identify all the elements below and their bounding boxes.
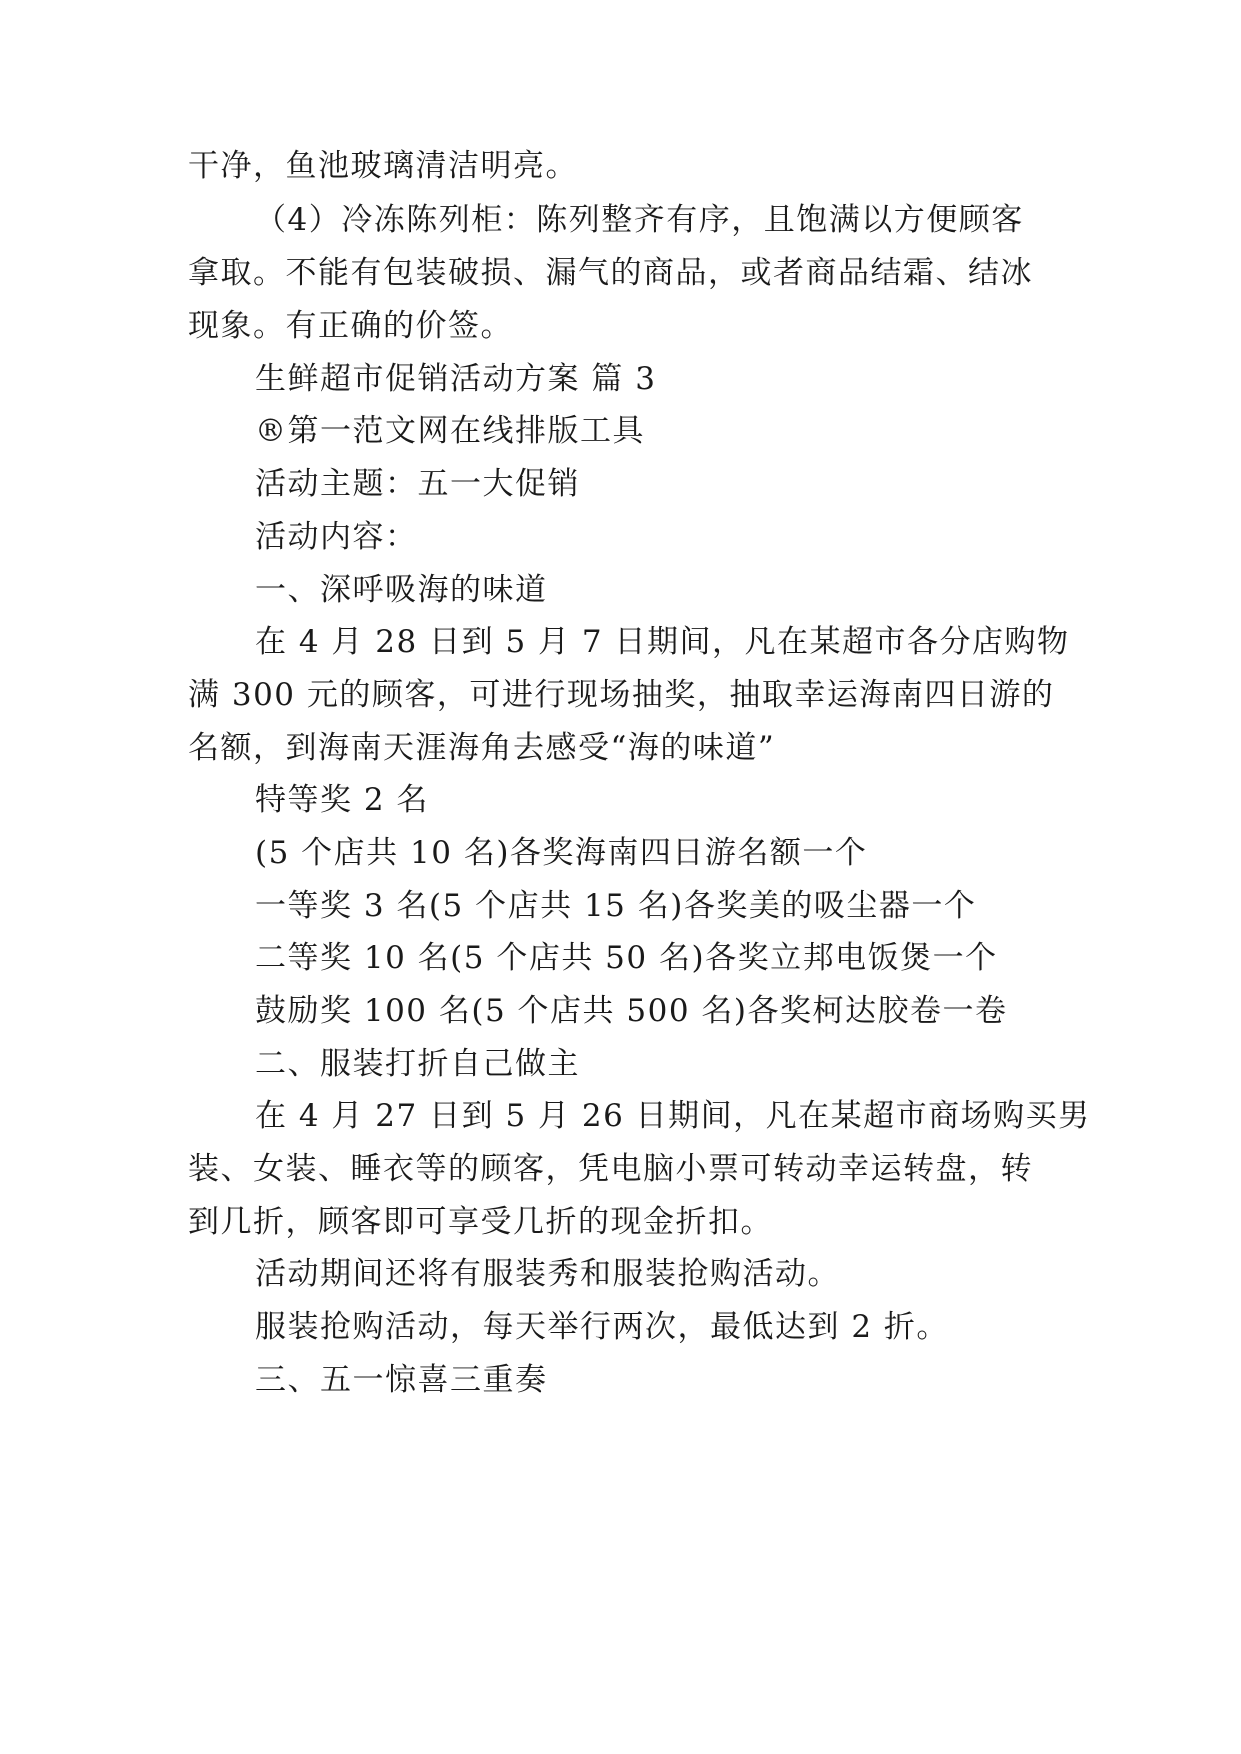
prize-line: 特等奖 2 名 — [255, 782, 429, 818]
paragraph-line: 满 300 元的顾客，可进行现场抽奖，抽取幸运海南四日游的 — [188, 677, 1055, 713]
prize-line: 鼓励奖 100 名(5 个店共 500 名)各奖柯达胶卷一卷 — [255, 993, 1008, 1029]
paragraph-line: 在 4 月 27 日到 5 月 26 日期间，凡在某超市商场购买男 — [255, 1098, 1091, 1134]
paragraph-line: 拿取。不能有包装破损、漏气的商品，或者商品结霜、结冰 — [188, 255, 1033, 291]
paragraph-line: 服装抢购活动，每天举行两次，最低达到 2 折。 — [255, 1309, 949, 1345]
activity-content-label: 活动内容： — [255, 519, 418, 555]
section-heading: 生鲜超市促销活动方案 篇 3 — [255, 361, 657, 397]
subsection-heading: 一、深呼吸海的味道 — [255, 572, 548, 608]
paragraph-line: 活动期间还将有服装秀和服装抢购活动。 — [255, 1256, 840, 1292]
prize-line: 一等奖 3 名(5 个店共 15 名)各奖美的吸尘器一个 — [255, 888, 977, 924]
watermark-line: ®第一范文网在线排版工具 — [255, 413, 645, 449]
paragraph-line: 干净，鱼池玻璃清洁明亮。 — [188, 148, 578, 184]
subsection-heading: 三、五一惊喜三重奏 — [255, 1362, 548, 1398]
paragraph-line: 名额，到海南天涯海角去感受“海的味道” — [188, 730, 776, 766]
paragraph-line: 到几折，顾客即可享受几折的现金折扣。 — [188, 1204, 773, 1240]
prize-line: (5 个店共 10 名)各奖海南四日游名额一个 — [255, 835, 868, 871]
paragraph-line: 现象。有正确的价签。 — [188, 308, 513, 344]
subsection-heading: 二、服装打折自己做主 — [255, 1046, 580, 1082]
activity-theme: 活动主题：五一大促销 — [255, 466, 580, 502]
prize-line: 二等奖 10 名(5 个店共 50 名)各奖立邦电饭煲一个 — [255, 940, 998, 976]
paragraph-line: 在 4 月 28 日到 5 月 7 日期间，凡在某超市各分店购物 — [255, 624, 1070, 660]
paragraph-line: （4）冷冻陈列柜：陈列整齐有序，且饱满以方便顾客 — [255, 202, 1024, 238]
paragraph-line: 装、女装、睡衣等的顾客，凭电脑小票可转动幸运转盘，转 — [188, 1151, 1033, 1187]
